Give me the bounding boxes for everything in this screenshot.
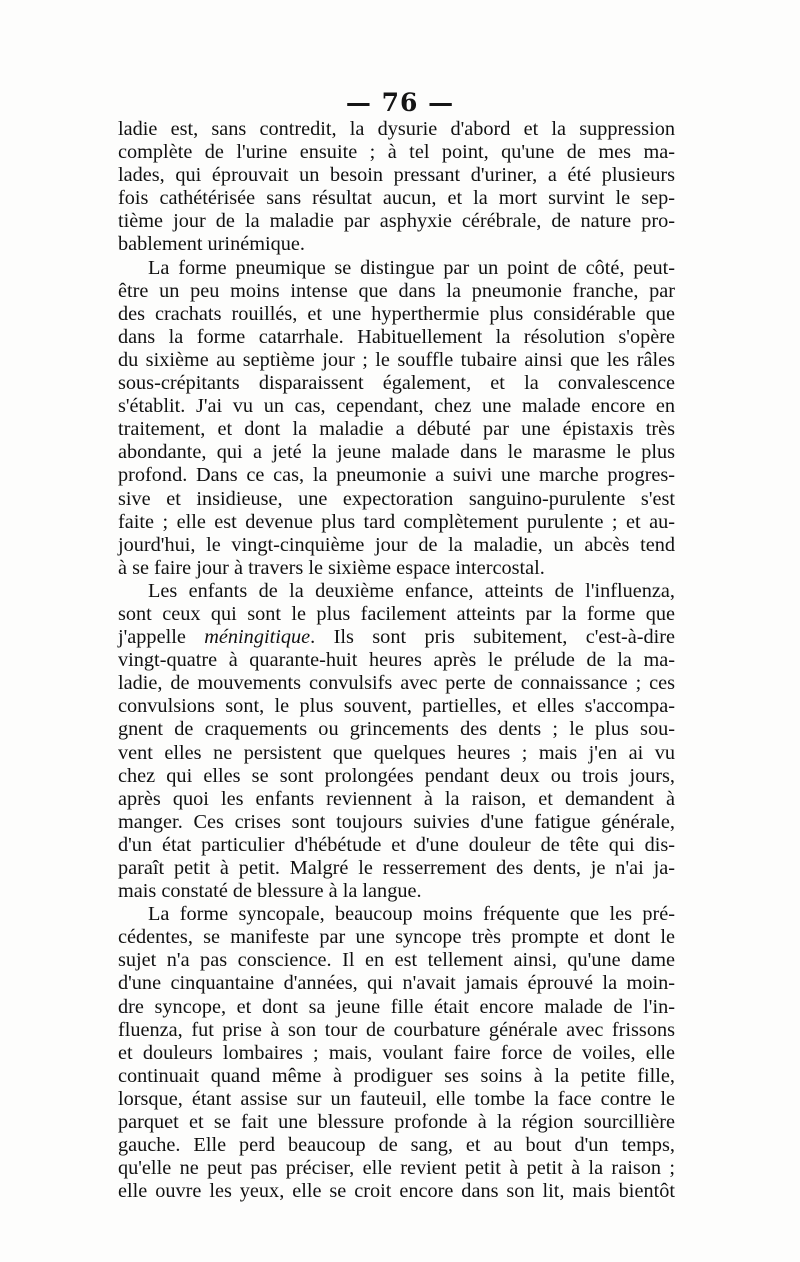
text-line: abondante, qui a jeté la jeune malade dans le marasme le plus (118, 441, 675, 464)
text-line: vent elles ne persistent que quelques heures ; mais j'en ai vu (118, 741, 675, 764)
text-line: j'appelle méningitique. Ils sont pris subitement, c'est-à-dire (118, 626, 675, 649)
text-line: gauche. Elle perd beaucoup de sang, et au bout d'un temps, (118, 1134, 675, 1157)
text-line: fois cathétérisée sans résultat aucun, et la mort survint le sep- (118, 187, 675, 210)
text-line: vingt-quatre à quarante-huit heures après le prélude de la ma- (118, 649, 675, 672)
text-line: convulsions sont, le plus souvent, partielles, et elles s'accompa- (118, 695, 675, 718)
text-line: faite ; elle est devenue plus tard complètement purulente ; et au- (118, 510, 675, 533)
text-line: gnent de craquements ou grincements des dents ; le plus sou- (118, 718, 675, 741)
text-line: chez qui elles se sont prolongées pendant deux ou trois jours, (118, 764, 675, 787)
text-line: complète de l'urine ensuite ; à tel point, qu'une de mes ma- (118, 141, 675, 164)
text-line: des crachats rouillés, et une hyperthermie plus considérable que (118, 302, 675, 325)
text-line: La forme syncopale, beaucoup moins fréquente que les pré- (148, 903, 675, 926)
text-line: sont ceux qui sont le plus facilement atteints par la forme que (118, 602, 675, 625)
text-line: sive et insidieuse, une expectoration sanguino-purulente s'est (118, 487, 675, 510)
text-line: cédentes, se manifeste par une syncope très prompte et dont le (118, 926, 675, 949)
text-line: mais constaté de blessure à la langue. (118, 880, 422, 903)
text-line: ladie est, sans contredit, la dysurie d'abord et la suppression (118, 118, 675, 140)
text-line: La forme pneumique se distingue par un point de côté, peut- (148, 256, 675, 279)
body-text (118, 118, 675, 1203)
text-line: manger. Ces crises sont toujours suivies d'une fatigue générale, (118, 810, 675, 833)
text-line: paraît petit à petit. Malgré le resserrement des dents, je n'ai ja- (118, 857, 675, 879)
text-line: lorsque, étant assise sur un fauteuil, elle tombe la face contre le (118, 1087, 675, 1110)
text-line: sous-crépitants disparaissent également, et la convalescence (118, 372, 675, 395)
text-line: bablement urinémique. (118, 233, 305, 256)
text-line: fluenza, fut prise à son tour de courbature générale avec frissons (118, 1018, 675, 1041)
text-line: dre syncope, et dont sa jeune fille était encore malade de l'in- (118, 995, 675, 1018)
text-line: sujet n'a pas conscience. Il en est tellement ainsi, qu'une dame (118, 949, 675, 972)
text-line: jourd'hui, le vingt-cinquième jour de la maladie, un abcès tend (118, 533, 675, 556)
text-line: parquet et se fait une blessure profonde à la région sourcillière (118, 1111, 675, 1134)
text-line: qu'elle ne peut pas préciser, elle revient petit à petit à la raison ; (118, 1157, 675, 1180)
text-line: après quoi les enfants reviennent à la raison, et demandent à (118, 787, 675, 810)
text-line: s'établit. J'ai vu un cas, cependant, chez une malade encore en (118, 395, 675, 418)
text-line: tième jour de la maladie par asphyxie cérébrale, de nature pro- (118, 210, 675, 233)
text-line: à se faire jour à travers le sixième espace intercostal. (118, 556, 545, 579)
text-line: Les enfants de la deuxième enfance, atteints de l'influenza, (148, 579, 675, 602)
text-line: profond. Dans ce cas, la pneumonie a suivi une marche progres- (118, 464, 675, 487)
text-line: elle ouvre les yeux, elle se croit encore dans son lit, mais bientôt (118, 1180, 675, 1203)
text-line: être un peu moins intense que dans la pneumonie franche, par (118, 279, 675, 302)
text-line: d'une cinquantaine d'années, qui n'avait jamais éprouvé la moin- (118, 972, 675, 995)
text-line: continuait quand même à prodiguer ses soins à la petite fille, (118, 1064, 675, 1087)
text-line: dans la forme catarrhale. Habituellement la résolution s'opère (118, 325, 675, 348)
text-line: traitement, et dont la maladie a débuté par une épistaxis très (118, 418, 675, 441)
text-line: et douleurs lombaires ; mais, voulant faire force de voiles, elle (118, 1041, 675, 1064)
text-line: lades, qui éprouvait un besoin pressant d'uriner, a été plusieurs (118, 164, 675, 187)
text-line: d'un état particulier d'hébétude et d'une douleur de tête qui dis- (118, 833, 675, 856)
text-line: du sixième au septième jour ; le souffle tubaire ainsi que les râles (118, 348, 675, 371)
page-number: — 76 — (345, 88, 455, 117)
text-line: ladie, de mouvements convulsifs avec perte de connaissance ; ces (118, 672, 675, 695)
